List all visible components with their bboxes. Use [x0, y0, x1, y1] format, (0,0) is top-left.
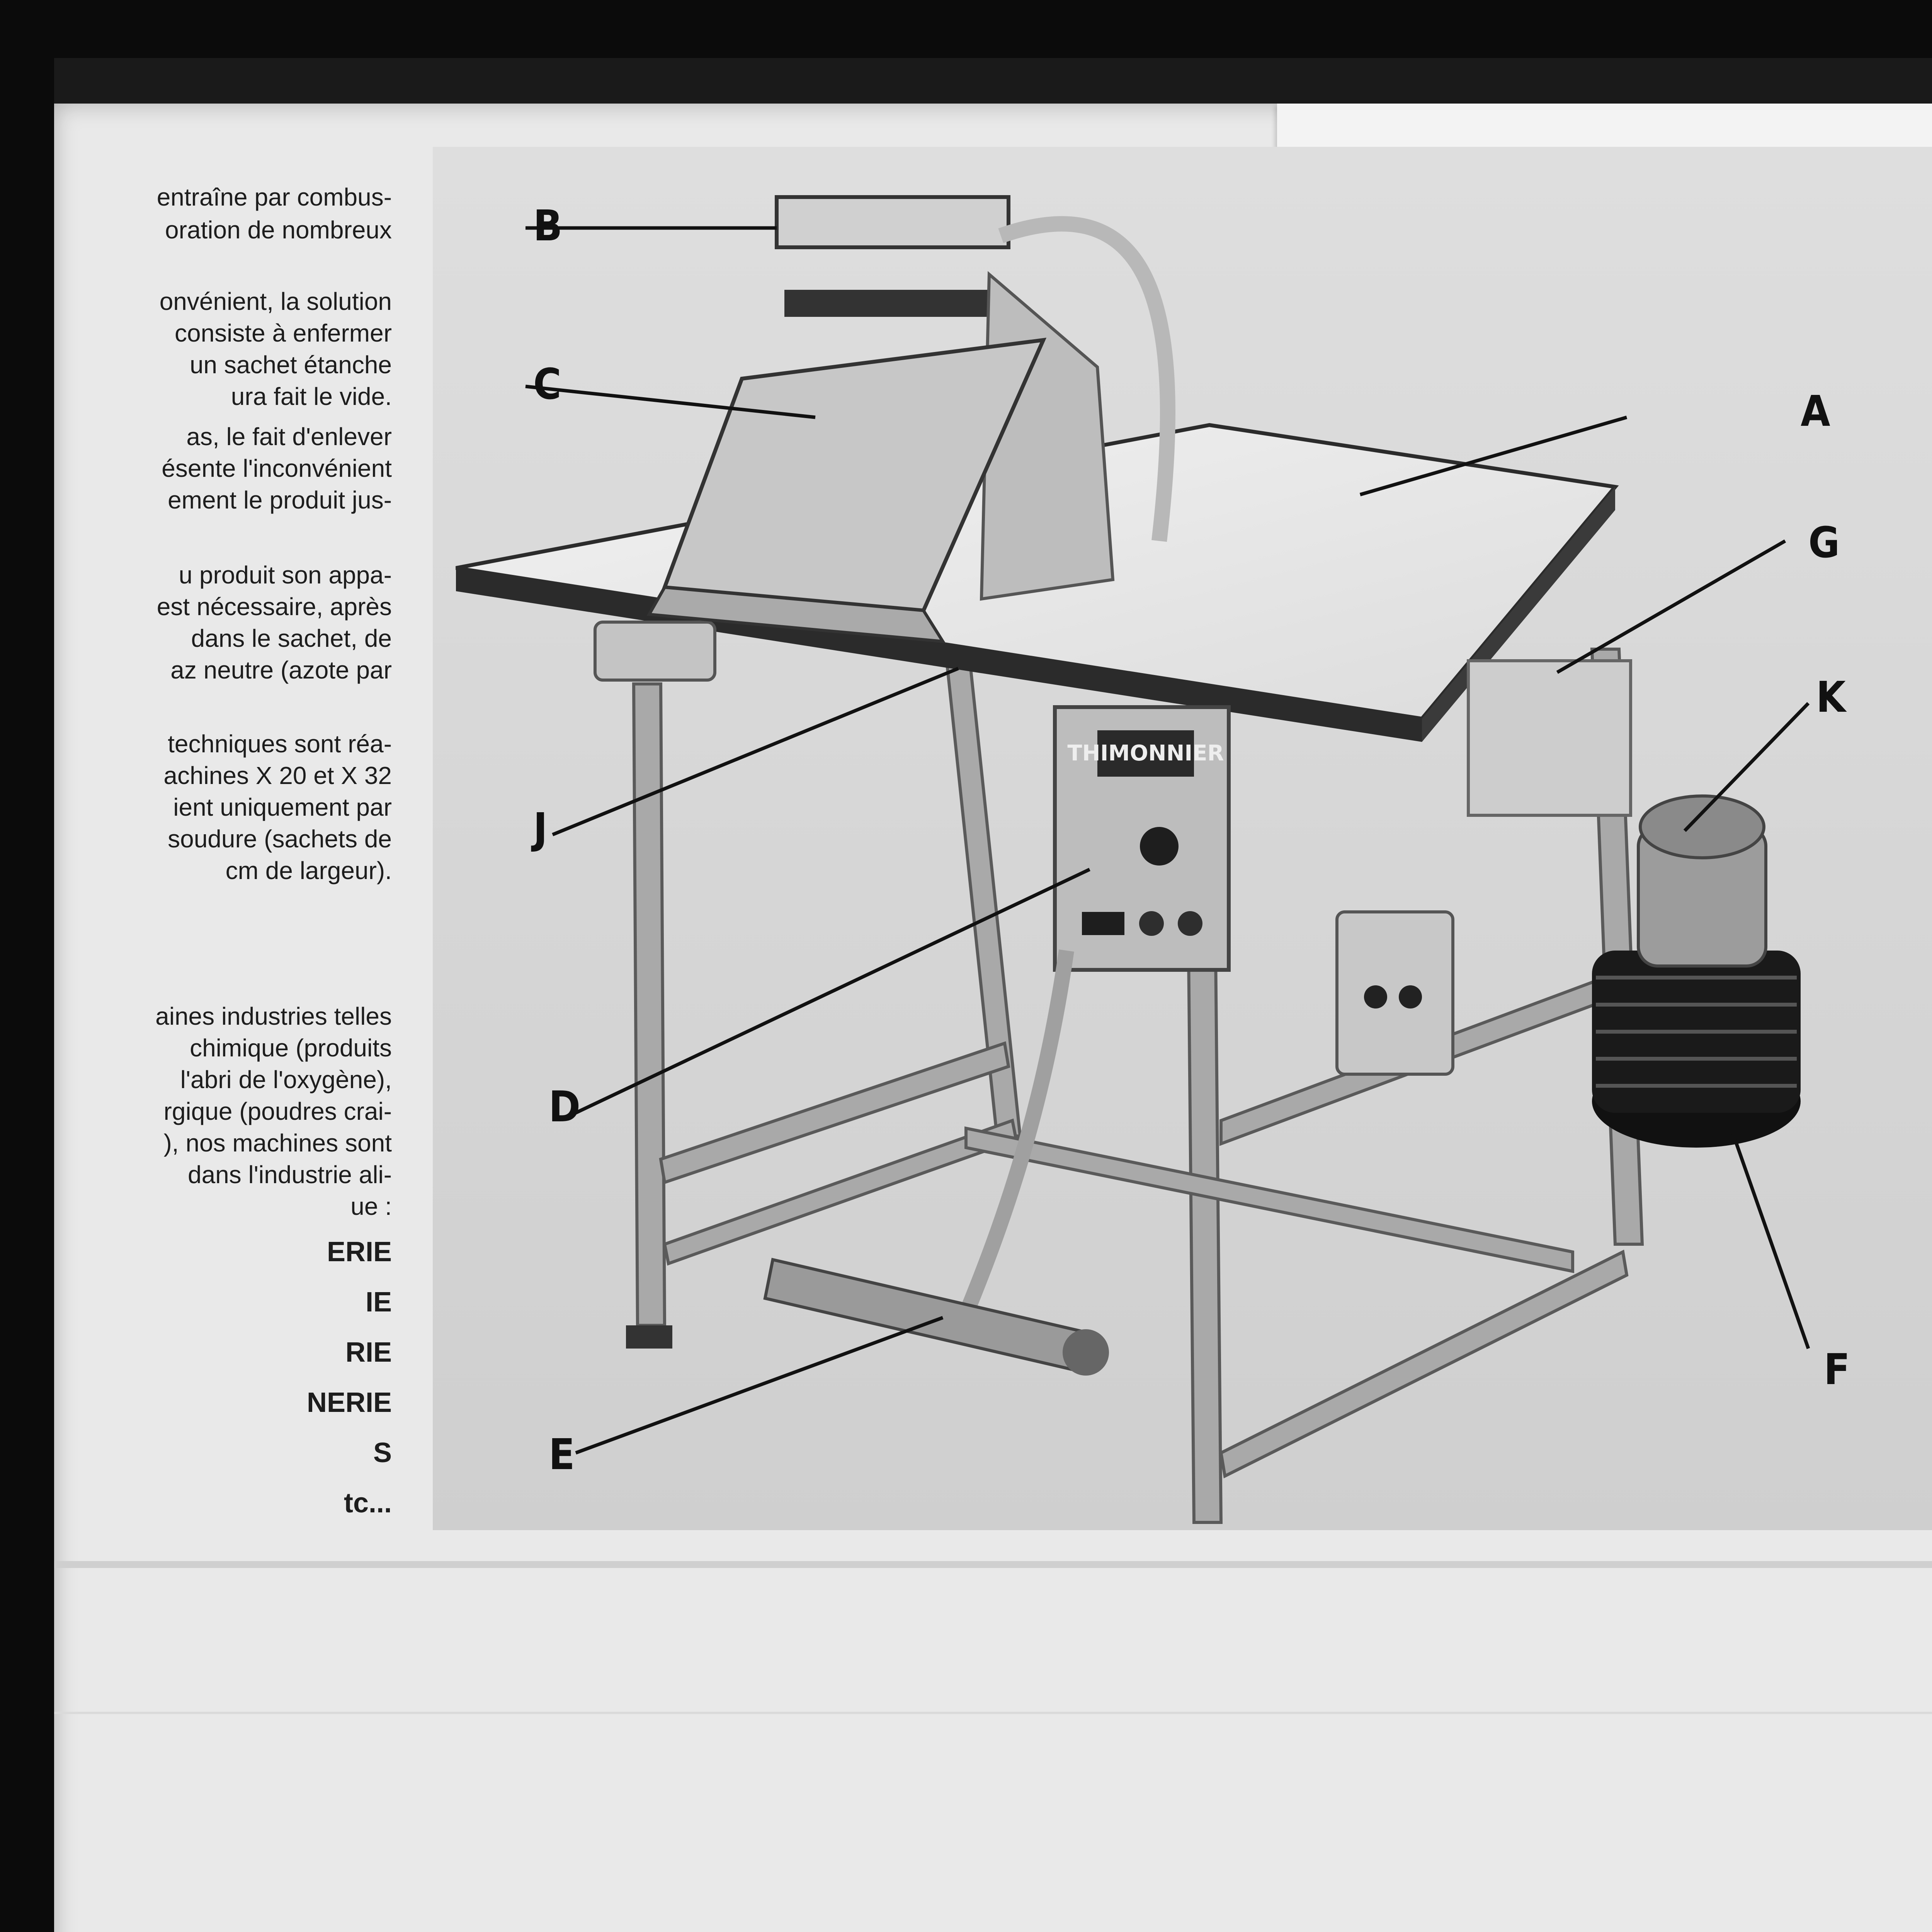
left-bold-line: ERIE	[327, 1236, 392, 1267]
callout-g: G	[1808, 518, 1840, 567]
left-line: est nécessaire, après	[156, 593, 392, 621]
callout-b: B	[533, 201, 563, 250]
left-bold-line: RIE	[345, 1337, 392, 1368]
left-line: dans le sachet, de	[191, 624, 392, 652]
left-line: oration de nombreux	[165, 216, 392, 244]
film-top-edge	[54, 58, 1932, 108]
left-line: az neutre (azote par	[170, 656, 392, 684]
left-bold-line: S	[373, 1437, 392, 1468]
callout-j: J	[533, 804, 548, 853]
callout-a: A	[1801, 386, 1830, 436]
machine-photo	[433, 147, 1932, 1530]
callout-e: E	[549, 1430, 575, 1479]
vacuum-sealer-machine-illustration	[433, 147, 1932, 1530]
callout-d: D	[549, 1082, 581, 1131]
left-line: rgique (poudres crai-	[163, 1097, 392, 1125]
left-line: achines X 20 et X 32	[163, 762, 392, 789]
left-line: ), nos machines sont	[163, 1129, 392, 1157]
page-crease	[54, 1712, 1932, 1714]
brand-plate: THIMONNIER	[1067, 741, 1224, 766]
left-line: ue :	[350, 1192, 392, 1220]
left-line: ient uniquement par	[173, 793, 392, 821]
left-line: ura fait le vide.	[231, 383, 392, 410]
left-line: un sachet étanche	[189, 351, 392, 379]
left-line: consiste à enfermer	[174, 319, 392, 347]
left-line: ésente l'inconvénient	[162, 454, 392, 482]
callout-c: C	[533, 359, 561, 409]
left-line: entraîne par combus-	[156, 183, 392, 211]
callout-f: F	[1824, 1345, 1850, 1394]
left-line: cm de largeur).	[225, 857, 392, 884]
left-line: soudure (sachets de	[168, 825, 392, 853]
left-line: ement le produit jus-	[168, 486, 392, 514]
left-line: chimique (produits	[190, 1034, 392, 1062]
left-line: dans l'industrie ali-	[187, 1161, 392, 1189]
page-fold-line	[54, 1561, 1932, 1568]
left-line: onvénient, la solution	[159, 287, 392, 315]
left-line: as, le fait d'enlever	[186, 423, 392, 451]
left-line: techniques sont réa-	[168, 730, 392, 758]
left-bold-line: IE	[365, 1287, 392, 1318]
left-bold-line: tc...	[344, 1488, 392, 1519]
callout-k: K	[1816, 672, 1846, 722]
left-line: aines industries telles	[155, 1002, 392, 1030]
left-line: l'abri de l'oxygène),	[180, 1066, 392, 1094]
left-bold-line: NERIE	[306, 1387, 392, 1418]
left-line: u produit son appa-	[179, 561, 392, 589]
